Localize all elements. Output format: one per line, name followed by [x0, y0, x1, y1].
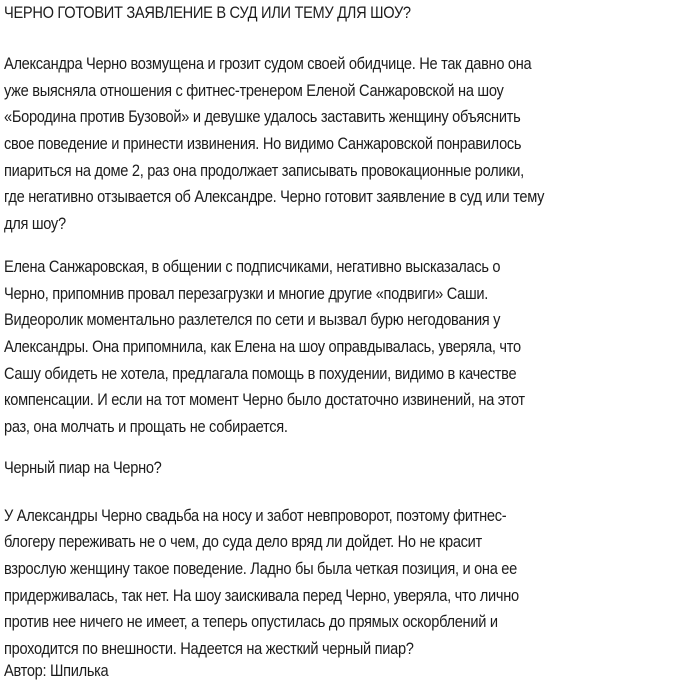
- paragraph-line: Видеоролик моментально разлетелся по сети и вызвал бурю негодования у: [4, 310, 501, 329]
- paragraph-line: для шоу?: [4, 214, 66, 233]
- paragraph-line: Александра Черно возмущена и грозит судом своей обидчице. Не так давно она: [4, 54, 532, 73]
- paragraph-line: Черно, припомнив провал перезагрузки и многие другие «подвиги» Саши.: [4, 284, 489, 303]
- paragraph-line: компенсации. И если на тот момент Черно было достаточно извинений, на этот: [4, 390, 525, 409]
- author-byline: Автор: Шпилька: [4, 661, 109, 680]
- paragraph-line: Елена Санжаровская, в общении с подписчиками, негативно высказалась о: [4, 257, 501, 276]
- paragraph-line: придерживалась, так нет. На шоу заискивала перед Черно, уверяла, что лично: [4, 586, 519, 605]
- paragraph-line: Александры. Она припомнила, как Елена на шоу оправдывалась, уверяла, что: [4, 337, 521, 356]
- paragraph-line: блогеру переживать не о чем, до суда дело вряд ли дойдет. Но не красит: [4, 532, 482, 551]
- paragraph-line: Сашу обидеть не хотела, предлагала помощь в похудении, видимо в качестве: [4, 364, 517, 383]
- paragraph-line: проходится по внешности. Надеется на жесткий черный пиар?: [4, 639, 414, 658]
- article-title: ЧЕРНО ГОТОВИТ ЗАЯВЛЕНИЕ В СУД ИЛИ ТЕМУ ДЛЯ ШОУ?: [4, 3, 411, 22]
- paragraph-line: пиариться на доме 2, раз она продолжает записывать провокационные ролики,: [4, 161, 524, 180]
- paragraph-line: «Бородина против Бузовой» и девушке удалось заставить женщину объяснить: [4, 107, 521, 126]
- paragraph-line: против нее ничего не имеет, а теперь опустилась до прямых оскорблений и: [4, 612, 498, 631]
- paragraph-line: взрослую женщину такое поведение. Ладно бы была четкая позиция, и она ее: [4, 559, 517, 578]
- paragraph-line: где негативно отзывается об Александре. Черно готовит заявление в суд или тему: [4, 187, 545, 206]
- subheading: Черный пиар на Черно?: [4, 458, 162, 477]
- paragraph-line: свое поведение и принести извинения. Но видимо Санжаровской понравилось: [4, 134, 522, 153]
- paragraph-line: раз, она молчать и прощать не собирается.: [4, 417, 288, 436]
- paragraph-line: У Александры Черно свадьба на носу и забот невпроворот, поэтому фитнес-: [4, 506, 507, 525]
- paragraph-line: уже выясняла отношения с фитнес-тренером Еленой Санжаровской на шоу: [4, 81, 504, 100]
